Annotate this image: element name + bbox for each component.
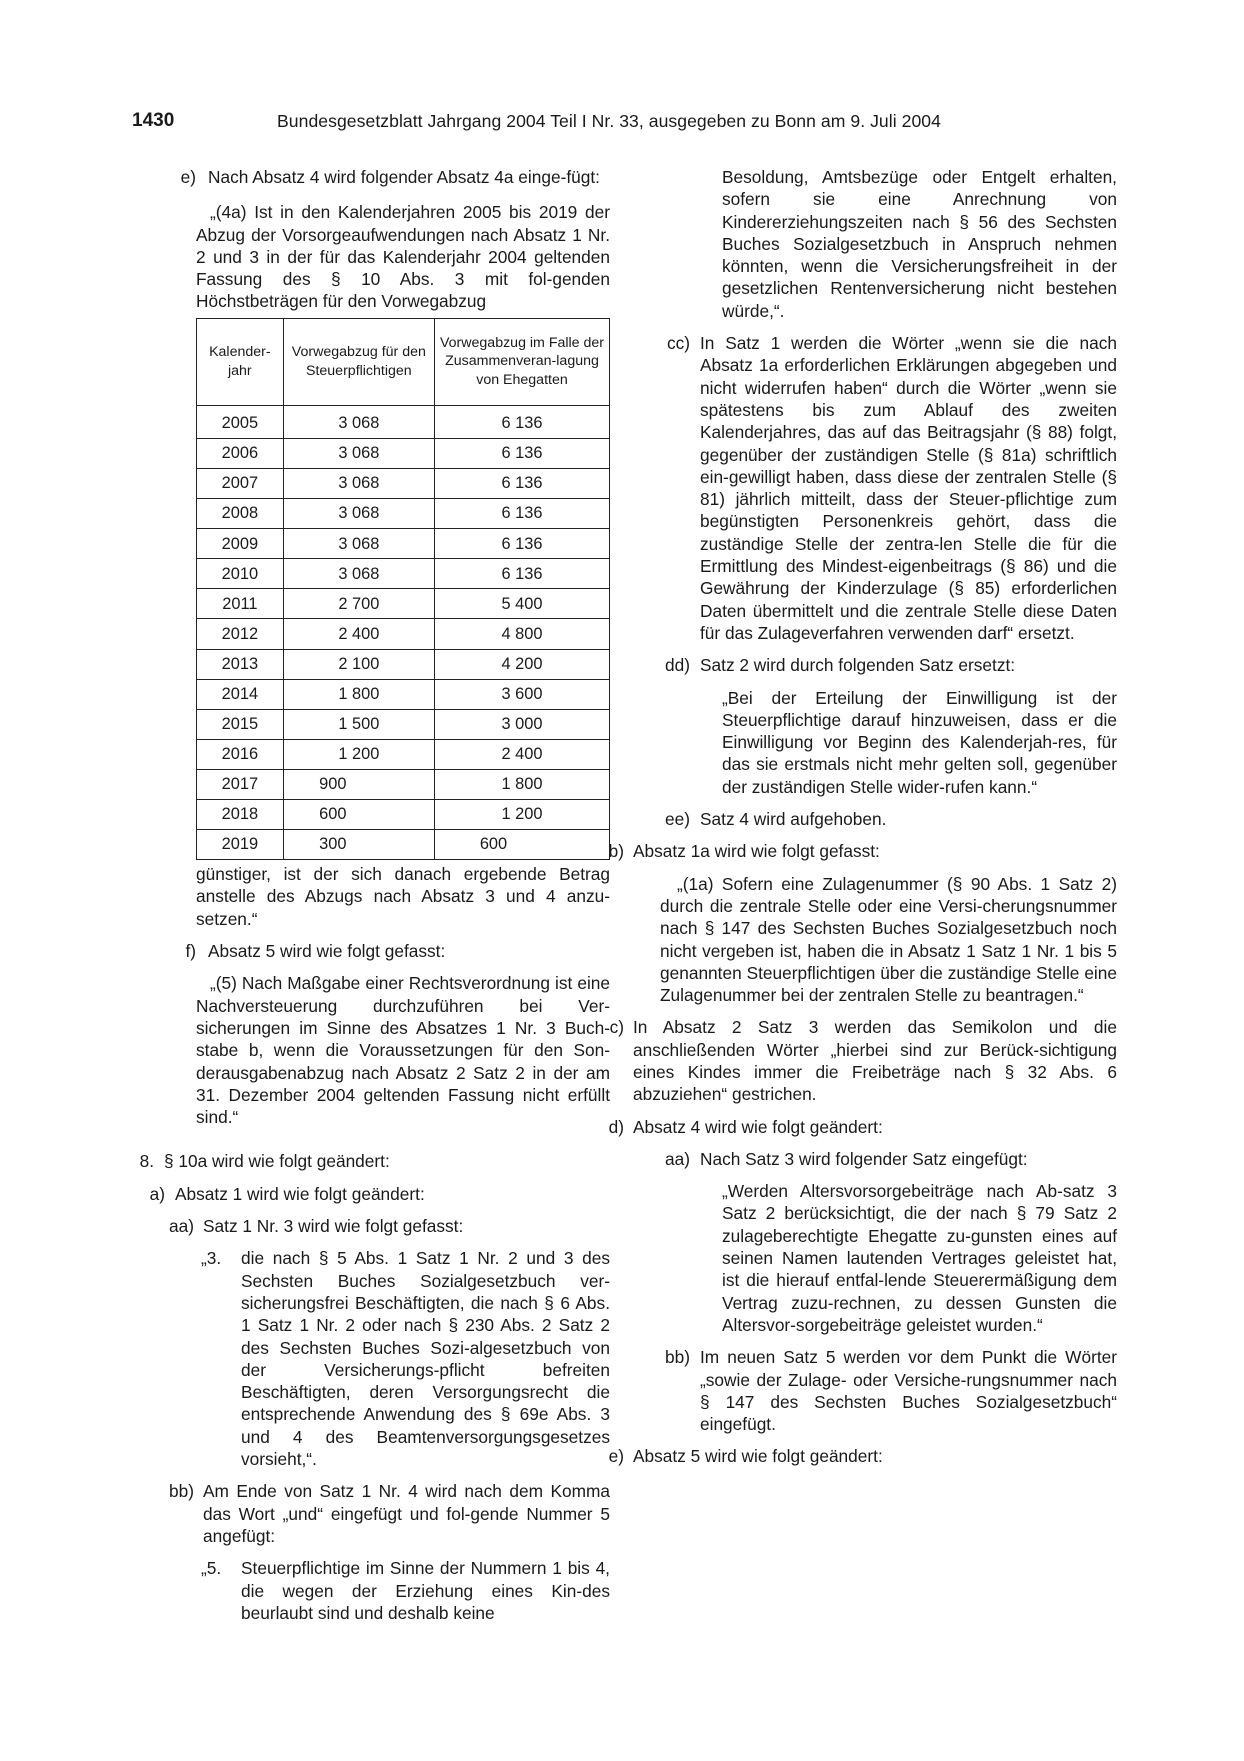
item-8 bbox=[132, 1150, 610, 1172]
table-cell: 1 800 bbox=[283, 679, 434, 709]
table-row bbox=[197, 679, 610, 709]
item-label: cc) bbox=[666, 333, 690, 354]
table-cell: 3 068 bbox=[283, 468, 434, 498]
table-cell: 3 068 bbox=[283, 438, 434, 468]
item-text: § 10a wird wie folgt geändert: bbox=[164, 1151, 390, 1172]
table-cell: 6 136 bbox=[435, 499, 610, 529]
right-column bbox=[608, 166, 1117, 1468]
table-row bbox=[197, 649, 610, 679]
table-row bbox=[197, 468, 610, 498]
item-label: e) bbox=[180, 167, 196, 187]
table-row bbox=[197, 559, 610, 589]
item-text: Satz 1 Nr. 3 wird wie folgt gefasst: bbox=[203, 1216, 464, 1237]
table-cell: 900 bbox=[283, 769, 434, 799]
table-cell: 2010 bbox=[197, 559, 284, 589]
table-cell: 3 068 bbox=[283, 405, 434, 438]
quote-paragraph: „Bei der Erteilung der Einwilligung ist der Steuerpflichtige darauf hinzuweisen, dass er die Einwilligung vor Beginn des Kalenderjah-res, für das sie erstmals nicht mehr gelten soll, gegenüber der zuständigen Stelle wider-rufen kann.“ bbox=[722, 687, 1117, 797]
quote-paragraph: „(5) Nach Maßgabe einer Rechtsverordnung ist eine Nachversteuerung durchzuführen bei Ver-sicherungen im Sinne des Absatzes 1 Nr. 3 Buch-stabe b, wenn die Voraussetzungen für den Son-derausgabenabzug nach Absatz 2 Satz 2 in der am 31. Dezember 2004 geltenden Fassung nicht erfüllt sind.“ bbox=[196, 973, 610, 1128]
item-label: b) bbox=[608, 841, 624, 862]
item-label: a) bbox=[149, 1183, 165, 1204]
table-cell: 2014 bbox=[197, 679, 284, 709]
item-c bbox=[590, 1016, 1117, 1105]
item-label: f) bbox=[185, 941, 196, 962]
table-row bbox=[197, 709, 610, 739]
table-cell: 1 800 bbox=[435, 769, 610, 799]
item-dd bbox=[660, 654, 1117, 676]
item-d-bb bbox=[660, 1346, 1117, 1435]
item-text: Absatz 4 wird wie folgt geändert: bbox=[633, 1116, 883, 1137]
table-cell: 3 068 bbox=[283, 529, 434, 559]
table-cell: 4 800 bbox=[435, 619, 610, 649]
item-b bbox=[590, 840, 1117, 862]
quote-item-5 bbox=[201, 1557, 610, 1624]
item-ee bbox=[660, 808, 1117, 830]
item-text: Satz 2 wird durch folgenden Satz ersetzt: bbox=[700, 655, 1016, 676]
item-text: Absatz 1 wird wie folgt geändert: bbox=[175, 1183, 425, 1204]
quote-paragraph: „Werden Altersvorsorgebeiträge nach Ab-satz 3 Satz 2 berücksichtigt, die der nach § 79 Satz 2 zulageberechtigte Ehegatte zu-gunsten eines auf seinen Namen lautenden Vertrages geleistet hat, ist die hierauf entfal-lende Steuerermäßigung dem Vertrag zuzu-rechnen, zu dessen Gunsten die Altersvor-sorgebeiträge geleistet wurden.“ bbox=[722, 1181, 1117, 1335]
table-cell: 2005 bbox=[197, 405, 284, 438]
table-cell: 6 136 bbox=[435, 468, 610, 498]
item-label: e) bbox=[608, 1446, 624, 1467]
item-label: 8. bbox=[139, 1151, 154, 1172]
item-text: Absatz 5 wird wie folgt geändert: bbox=[633, 1446, 883, 1467]
table-header-row bbox=[197, 318, 610, 405]
table-cell: 1 200 bbox=[283, 739, 434, 769]
page-number: 1430 bbox=[132, 110, 175, 131]
item-label: dd) bbox=[665, 655, 690, 676]
vorwegabzug-table bbox=[196, 318, 610, 860]
table-cell: 2 400 bbox=[435, 739, 610, 769]
item-text: In Satz 1 werden die Wörter „wenn sie die nach Absatz 1a erforderlichen Erklärungen abgegeben und nicht widerrufen haben“ durch die Wörter „wenn sie spätestens bis zum Ablauf des zweiten Kalenderjahres, das auf das Beitragsjahr (§ 88) folgt, gegenüber der zuständigen Stelle (§ 81a) schriftlich ein-gewilligt haben, dass diese der zentralen Stelle (§ 81) jährlich mitteilt, dass der Steuer-pflichtige zum begünstigten Personenkreis gehört, dass die zuständige Stelle der zentra-len Stelle die für die Ermittlung des Mindest-eigenbeitrags (§ 86) und die Gewährung der Kinderzulage (§ 85) erforderlichen Daten übermittelt und die zentrale Stelle diese Daten für das Zulageverfahren verwenden darf“ ersetzt. bbox=[700, 333, 1117, 643]
item-text: Am Ende von Satz 1 Nr. 4 wird nach dem Komma das Wort „und“ eingefügt und fol-gende Nummer 5 angefügt: bbox=[203, 1481, 610, 1546]
table-cell: 6 136 bbox=[435, 405, 610, 438]
item-f bbox=[132, 940, 610, 962]
item-text: Im neuen Satz 5 werden vor dem Punkt die Wörter „sowie der Zulage- oder Versiche-rungsnummer nach § 147 des Sechsten Buches Sozialgesetzbuch“ eingefügt. bbox=[700, 1347, 1117, 1435]
item-label: bb) bbox=[665, 1347, 690, 1368]
table-row bbox=[197, 800, 610, 830]
item-text: Nach Satz 3 wird folgender Satz eingefügt: bbox=[700, 1148, 1028, 1169]
table-row bbox=[197, 438, 610, 468]
item-text: Nach Absatz 4 wird folgender Absatz 4a einge-fügt: bbox=[208, 167, 600, 187]
item-8a-aa bbox=[132, 1215, 610, 1237]
item-label: „3. bbox=[201, 1248, 222, 1269]
item-label: c) bbox=[609, 1017, 624, 1038]
table-row bbox=[197, 830, 610, 860]
item-label: d) bbox=[608, 1116, 624, 1137]
table-cell: 600 bbox=[283, 800, 434, 830]
table-row bbox=[197, 529, 610, 559]
table-cell: 300 bbox=[283, 830, 434, 860]
table-cell: 2011 bbox=[197, 589, 284, 619]
item-label: ee) bbox=[665, 809, 690, 830]
quote-paragraph: „(1a) Sofern eine Zulagenummer (§ 90 Abs. 1 Satz 2) durch die zentrale Stelle oder eine Versi-cherungsnummer nach § 147 des Sechsten Buches Sozialgesetzbuch noch nicht vergeben ist, haben die in Absatz 1 Satz 1 Nr. 1 bis 5 genannten Steuerpflichtigen über die zuständige Stelle eine Zulagenummer bei der zentralen Stelle zu beantragen.“ bbox=[660, 873, 1117, 1006]
table-cell: 2007 bbox=[197, 468, 284, 498]
table-cell: 2006 bbox=[197, 438, 284, 468]
running-header: Bundesgesetzblatt Jahrgang 2004 Teil I Nr. 33, ausgegeben zu Bonn am 9. Juli 2004 bbox=[277, 111, 941, 131]
table-cell: 2008 bbox=[197, 499, 284, 529]
table-cell: 2017 bbox=[197, 769, 284, 799]
item-d-aa bbox=[660, 1148, 1117, 1170]
table-cell: 2 100 bbox=[283, 649, 434, 679]
item-label: aa) bbox=[169, 1216, 194, 1237]
item-8a-bb bbox=[132, 1480, 610, 1547]
table-row bbox=[197, 739, 610, 769]
table-cell: 2009 bbox=[197, 529, 284, 559]
item-d bbox=[590, 1116, 1117, 1138]
table-cell: 2016 bbox=[197, 739, 284, 769]
table-cell: 3 600 bbox=[435, 679, 610, 709]
item-e bbox=[132, 166, 610, 188]
table-cell: 2 700 bbox=[283, 589, 434, 619]
table-cell: 3 000 bbox=[435, 709, 610, 739]
table-row bbox=[197, 405, 610, 438]
table-row bbox=[197, 589, 610, 619]
item-label: aa) bbox=[665, 1148, 690, 1169]
table-cell: 2019 bbox=[197, 830, 284, 860]
after-table-text: günstiger, ist der sich danach ergebende Betrag anstelle des Abzugs nach Absatz 3 und 4 anzu-setzen.“ bbox=[196, 864, 610, 929]
table-cell: 2012 bbox=[197, 619, 284, 649]
table-cell: 5 400 bbox=[435, 589, 610, 619]
item-text: die nach § 5 Abs. 1 Satz 1 Nr. 2 und 3 des Sechsten Buches Sozialgesetzbuch ver-sicherungsfrei Beschäftigten, die nach § 6 Abs. 1 Satz 1 Nr. 2 oder nach § 230 Abs. 2 Satz 2 des Sechsten Buches Sozi-algesetzbuch von der Versicherungs-pflicht befreiten Beschäftigten, deren Versorgungsrecht die entsprechende Anwendung des § 69e Abs. 3 und 4 des Beamtenversorgungsgesetzes vorsieht,“. bbox=[241, 1248, 610, 1470]
table-cell: 2013 bbox=[197, 649, 284, 679]
table-cell: 3 068 bbox=[283, 559, 434, 589]
table-cell: 1 200 bbox=[435, 800, 610, 830]
table-cell: 4 200 bbox=[435, 649, 610, 679]
table-cell: 2 400 bbox=[283, 619, 434, 649]
column-header: Kalender-jahr bbox=[197, 318, 284, 405]
table-cell: 6 136 bbox=[435, 559, 610, 589]
table-row bbox=[197, 499, 610, 529]
item-cc bbox=[660, 332, 1117, 644]
item-text: Absatz 1a wird wie folgt gefasst: bbox=[633, 841, 880, 862]
item-8a bbox=[132, 1183, 610, 1205]
item-label: bb) bbox=[169, 1481, 194, 1502]
item-label: „5. bbox=[201, 1558, 222, 1579]
table-cell: 6 136 bbox=[435, 438, 610, 468]
continued-text: Besoldung, Amtsbezüge oder Entgelt erhalten, sofern sie eine Anrechnung von Kindererziehungszeiten nach § 56 des Sechsten Buches Sozialgesetzbuch in Anspruch nehmen könnten, wenn die Versicherungsfreiheit in der gesetzlichen Rentenversicherung nicht bestehen würde,“. bbox=[722, 167, 1117, 321]
column-header: Vorwegabzug im Falle der Zusammenveran-lagung von Ehegatten bbox=[435, 318, 610, 405]
item-text: Steuerpflichtige im Sinne der Nummern 1 bis 4, die wegen der Erziehung eines Kin-des beurlaubt sind und deshalb keine bbox=[241, 1558, 610, 1623]
table-row bbox=[197, 619, 610, 649]
item-text: In Absatz 2 Satz 3 werden das Semikolon und die anschließenden Wörter „hierbei sind zur Berück-sichtigung eines Kindes immer die Freibeträge nach § 32 Abs. 6 abzuziehen“ gestrichen. bbox=[633, 1017, 1117, 1105]
quote-paragraph: „(4a) Ist in den Kalenderjahren 2005 bis 2019 der Abzug der Vorsorgeaufwendungen nach Absatz 1 Nr. 2 und 3 in der für das Kalenderjahr 2004 geltenden Fassung des § 10 Abs. 3 mit fol-genden Höchstbeträgen für den Vorwegabzug bbox=[196, 202, 610, 312]
table-cell: 6 136 bbox=[435, 529, 610, 559]
item-text: Absatz 5 wird wie folgt gefasst: bbox=[208, 941, 446, 962]
column-header: Vorwegabzug für den Steuerpflichtigen bbox=[283, 318, 434, 405]
table-cell: 2018 bbox=[197, 800, 284, 830]
table-cell: 2015 bbox=[197, 709, 284, 739]
left-column bbox=[132, 166, 610, 1624]
table-row bbox=[197, 769, 610, 799]
quote-item-3 bbox=[201, 1247, 610, 1470]
table-cell: 1 500 bbox=[283, 709, 434, 739]
table-cell: 3 068 bbox=[283, 499, 434, 529]
item-e-right bbox=[590, 1445, 1117, 1467]
item-text: Satz 4 wird aufgehoben. bbox=[700, 809, 887, 830]
table-cell: 600 bbox=[435, 830, 610, 860]
